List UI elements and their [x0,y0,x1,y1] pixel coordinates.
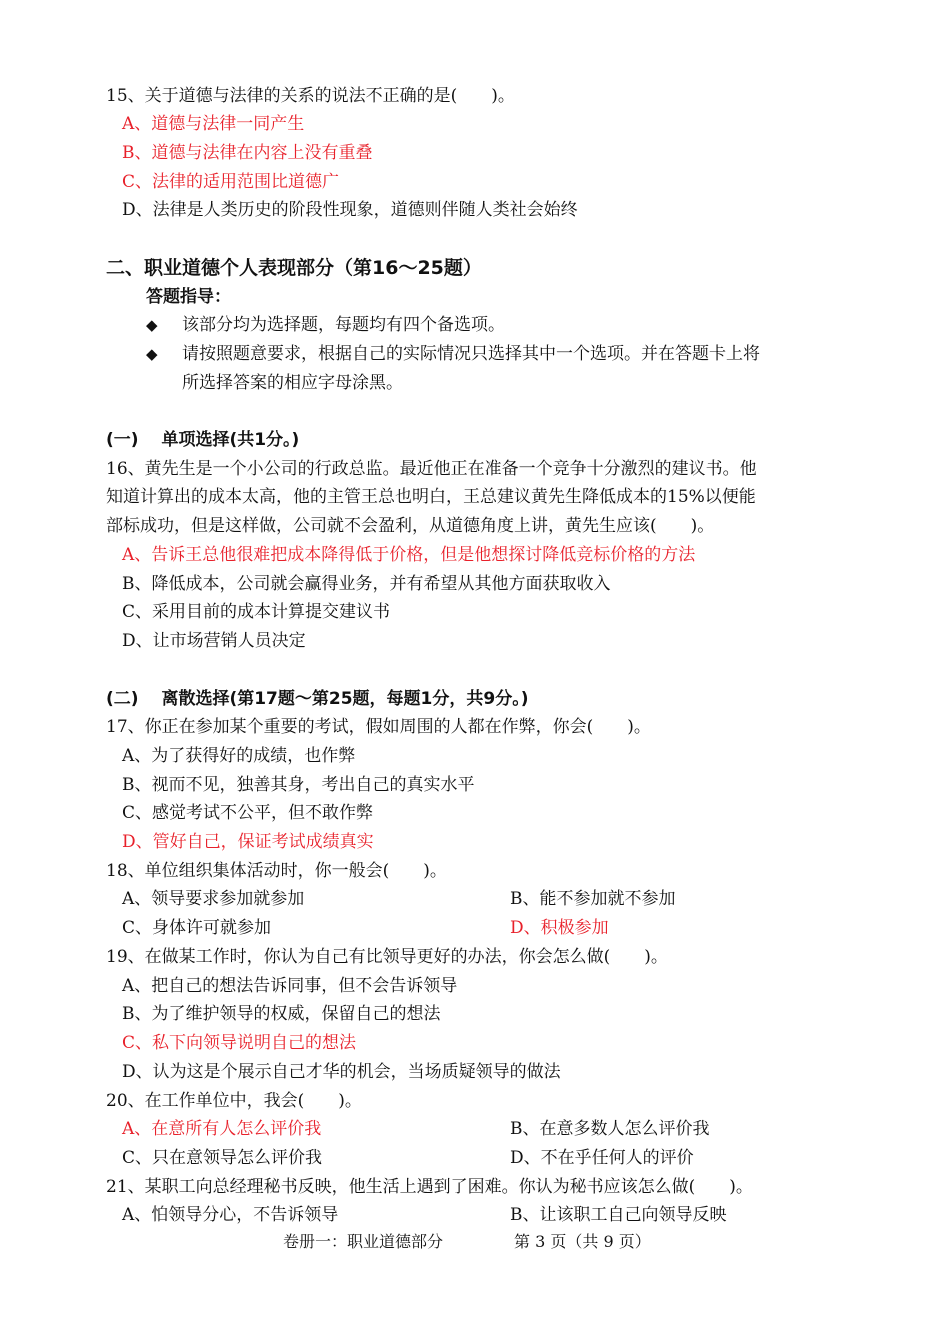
q19-option-c: C、私下向领导说明自己的想法 [122,1033,357,1053]
q16-option-d: D、让市场营销人员决定 [122,631,306,651]
q19-stem: 19、在做某工作时，你认为自己有比领导更好的办法，你会怎么做( )。 [106,947,668,967]
q20-option-a: A、在意所有人怎么评价我 [122,1119,322,1139]
section2-title: 二、职业道德个人表现部分（第16～25题） [106,257,482,279]
q17-option-d: D、管好自己，保证考试成绩真实 [122,832,374,852]
q18-option-d: D、积极参加 [510,918,609,938]
diamond-bullet-icon: ◆ [146,345,158,363]
diamond-bullet-icon: ◆ [146,316,158,334]
q15-option-b: B、道德与法律在内容上没有重叠 [122,143,373,163]
guide-title: 答题指导： [146,287,231,307]
q20-option-d: D、不在乎任何人的评价 [510,1148,694,1168]
q16-option-b: B、降低成本，公司就会赢得业务，并有希望从其他方面获取收入 [122,574,611,594]
part2-title: (二) 离散选择(第17题～第25题，每题1分，共9分。) [106,689,529,709]
guide-bullet-2-line1: 请按照题意要求，根据自己的实际情况只选择其中一个选项。并在答题卡上将 [182,344,760,364]
part1-title: (一) 单项选择(共1分。) [106,430,300,450]
q21-option-b: B、让该职工自己向领导反映 [510,1205,727,1225]
q18-option-c: C、身体许可就参加 [122,918,272,938]
q16-option-a: A、告诉王总他很难把成本降得低于价格，但是他想探讨降低竞标价格的方法 [122,545,696,565]
q18-stem: 18、单位组织集体活动时，你一般会( )。 [106,861,447,881]
q17-option-a: A、为了获得好的成绩，也作弊 [122,746,356,766]
q17-option-c: C、感觉考试不公平，但不敢作弊 [122,803,374,823]
q18-option-a: A、领导要求参加就参加 [122,889,305,909]
guide-bullet-1: 该部分均为选择题，每题均有四个备选项。 [182,315,505,335]
q18-option-b: B、能不参加就不参加 [510,889,676,909]
q15-option-c: C、法律的适用范围比道德广 [122,172,340,192]
q17-stem: 17、你正在参加某个重要的考试，假如周围的人都在作弊，你会( )。 [106,717,651,737]
q20-stem: 20、在工作单位中，我会( )。 [106,1091,362,1111]
q19-option-b: B、为了维护领导的权威，保留自己的想法 [122,1004,441,1024]
q16-stem-line3: 部标成功，但是这样做，公司就不会盈利，从道德角度上讲，黄先生应该( )。 [106,516,715,536]
q16-stem-line1: 16、黄先生是一个小公司的行政总监。最近他正在准备一个竞争十分激烈的建议书。他 [106,459,757,479]
q21-stem: 21、某职工向总经理秘书反映，他生活上遇到了困难。你认为秘书应该怎么做( )。 [106,1177,753,1197]
footer-volume: 卷册一：职业道德部分 [283,1232,444,1251]
footer-page-number: 第 3 页（共 9 页） [514,1232,651,1251]
q20-option-c: C、只在意领导怎么评价我 [122,1148,323,1168]
q19-option-a: A、把自己的想法告诉同事，但不会告诉领导 [122,976,458,996]
q15-option-a: A、道德与法律一同产生 [122,114,305,134]
q16-stem-line2: 知道计算出的成本太高，他的主管王总也明白，王总建议黄先生降低成本的15%以便能 [106,487,756,507]
q21-option-a: A、怕领导分心，不告诉领导 [122,1205,339,1225]
q15-option-d: D、法律是人类历史的阶段性现象，道德则伴随人类社会始终 [122,200,578,220]
q15-stem: 15、关于道德与法律的关系的说法不正确的是( )。 [106,86,515,106]
q16-option-c: C、采用目前的成本计算提交建议书 [122,602,391,622]
q19-option-d: D、认为这是个展示自己才华的机会，当场质疑领导的做法 [122,1062,561,1082]
q17-option-b: B、视而不见，独善其身，考出自己的真实水平 [122,775,475,795]
guide-bullet-2-line2: 所选择答案的相应字母涂黑。 [182,373,403,393]
q20-option-b: B、在意多数人怎么评价我 [510,1119,710,1139]
